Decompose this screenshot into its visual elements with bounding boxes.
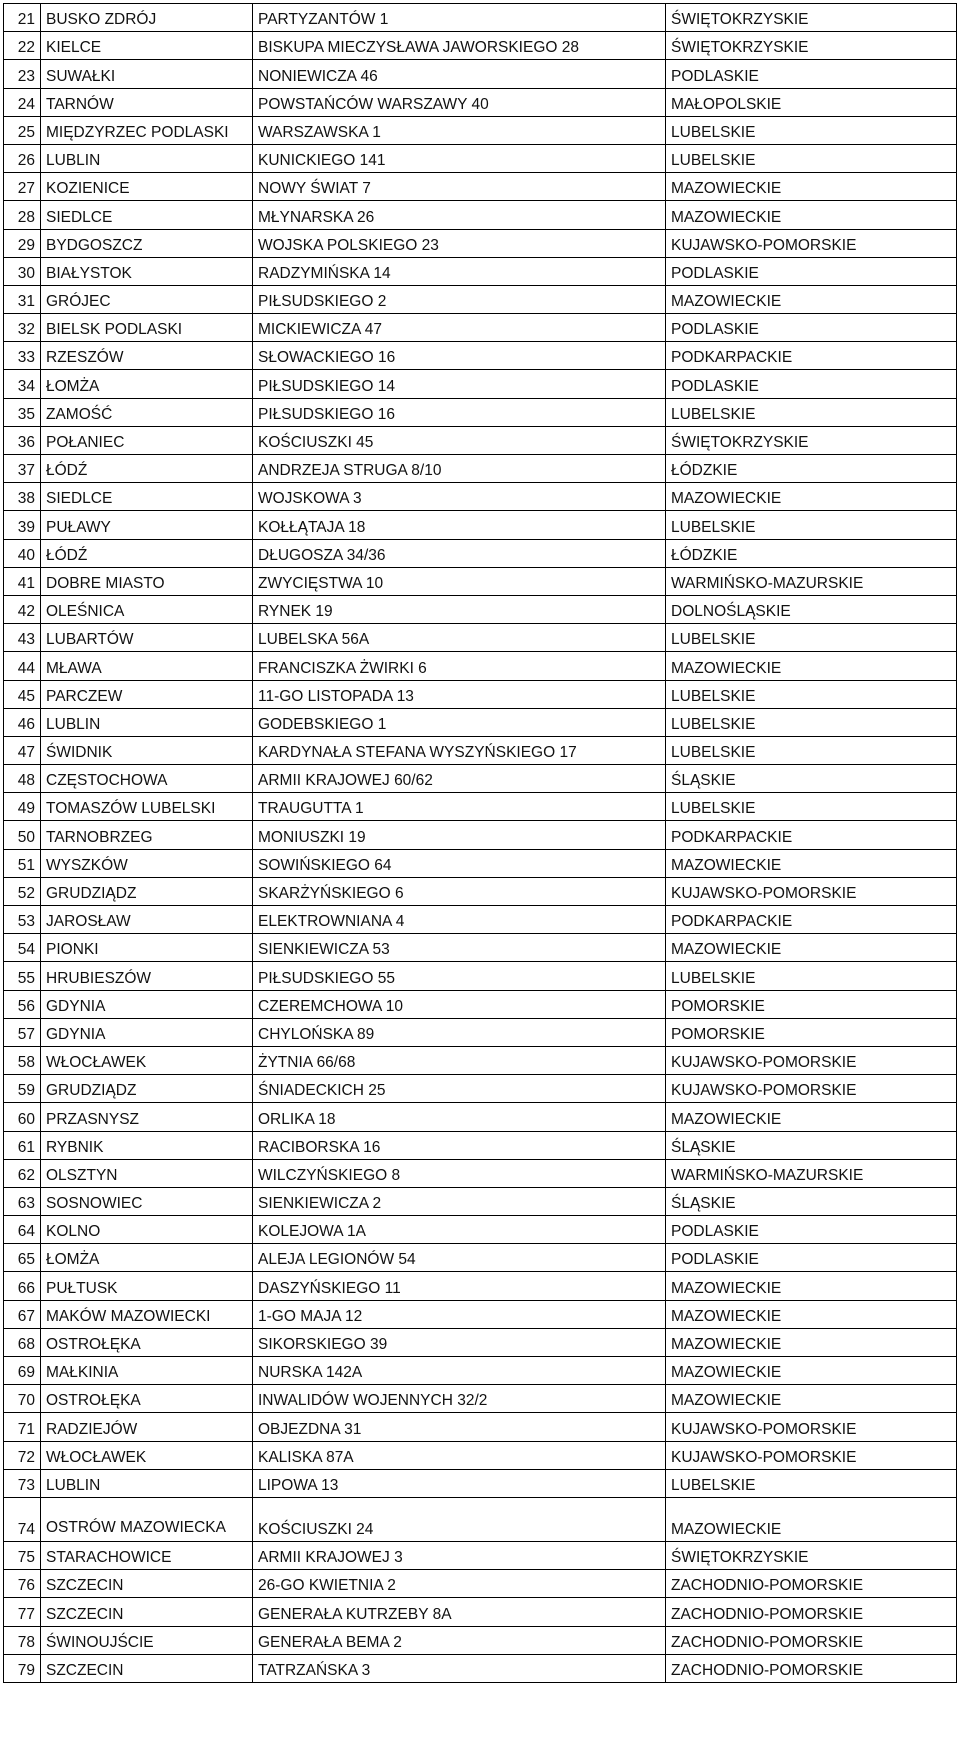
city-cell: KOLNO	[41, 1216, 253, 1244]
table-row	[4, 877, 957, 905]
city-cell: SIEDLCE	[41, 483, 253, 511]
row-number-cell: 55	[4, 962, 41, 990]
row-number-cell: 42	[4, 595, 41, 623]
region-cell: ZACHODNIO-POMORSKIE	[666, 1654, 957, 1682]
city-cell: ŁOMŻA	[41, 370, 253, 398]
row-number-cell: 67	[4, 1300, 41, 1328]
city-cell: STARACHOWICE	[41, 1541, 253, 1569]
street-cell: SŁOWACKIEGO 16	[253, 342, 666, 370]
row-number-cell: 37	[4, 455, 41, 483]
city-cell: OLSZTYN	[41, 1159, 253, 1187]
region-cell: ŚLĄSKIE	[666, 1187, 957, 1215]
region-cell: PODLASKIE	[666, 314, 957, 342]
row-number-cell: 38	[4, 483, 41, 511]
region-cell: MAŁOPOLSKIE	[666, 88, 957, 116]
city-cell: ŚWINOUJŚCIE	[41, 1626, 253, 1654]
region-cell: ŚLĄSKIE	[666, 765, 957, 793]
row-number-cell: 76	[4, 1570, 41, 1598]
region-cell: LUBELSKIE	[666, 398, 957, 426]
city-cell: DOBRE MIASTO	[41, 567, 253, 595]
table-row	[4, 1300, 957, 1328]
region-cell: MAZOWIECKIE	[666, 1300, 957, 1328]
region-cell: PODKARPACKIE	[666, 906, 957, 934]
table-row	[4, 1272, 957, 1300]
table-row	[4, 765, 957, 793]
region-cell: KUJAWSKO-POMORSKIE	[666, 1046, 957, 1074]
region-cell: MAZOWIECKIE	[666, 173, 957, 201]
street-cell: RACIBORSKA 16	[253, 1131, 666, 1159]
table-row	[4, 511, 957, 539]
region-cell: MAZOWIECKIE	[666, 1497, 957, 1541]
city-cell: KIELCE	[41, 32, 253, 60]
street-cell: RADZYMIŃSKA 14	[253, 257, 666, 285]
street-cell: DŁUGOSZA 34/36	[253, 539, 666, 567]
row-number-cell: 43	[4, 624, 41, 652]
row-number-cell: 58	[4, 1046, 41, 1074]
city-cell: GDYNIA	[41, 990, 253, 1018]
row-number-cell: 27	[4, 173, 41, 201]
city-cell: PUŁAWY	[41, 511, 253, 539]
row-number-cell: 63	[4, 1187, 41, 1215]
table-row	[4, 1103, 957, 1131]
city-cell: SUWAŁKI	[41, 60, 253, 88]
city-cell: MŁAWA	[41, 652, 253, 680]
row-number-cell: 46	[4, 708, 41, 736]
city-cell: SZCZECIN	[41, 1654, 253, 1682]
table-row	[4, 1075, 957, 1103]
table-row	[4, 1018, 957, 1046]
city-cell: ZAMOŚĆ	[41, 398, 253, 426]
table-row	[4, 483, 957, 511]
street-cell: CHYLOŃSKA 89	[253, 1018, 666, 1046]
row-number-cell: 32	[4, 314, 41, 342]
row-number-cell: 68	[4, 1328, 41, 1356]
city-cell: PARCZEW	[41, 680, 253, 708]
street-cell: KOŚCIUSZKI 45	[253, 426, 666, 454]
table-row	[4, 1441, 957, 1469]
city-cell: RYBNIK	[41, 1131, 253, 1159]
table-row	[4, 1357, 957, 1385]
table-row	[4, 539, 957, 567]
city-cell: ŁÓDŹ	[41, 539, 253, 567]
row-number-cell: 36	[4, 426, 41, 454]
city-cell: LUBLIN	[41, 144, 253, 172]
street-cell: 11-GO LISTOPADA 13	[253, 680, 666, 708]
street-cell: NURSKA 142A	[253, 1357, 666, 1385]
address-table-body	[4, 4, 957, 1683]
city-cell: ŁOMŻA	[41, 1244, 253, 1272]
region-cell: MAZOWIECKIE	[666, 1357, 957, 1385]
street-cell: TATRZAŃSKA 3	[253, 1654, 666, 1682]
region-cell: POMORSKIE	[666, 1018, 957, 1046]
region-cell: PODLASKIE	[666, 370, 957, 398]
table-row	[4, 398, 957, 426]
table-row	[4, 962, 957, 990]
table-row	[4, 455, 957, 483]
city-cell: OSTROŁĘKA	[41, 1385, 253, 1413]
table-row	[4, 1328, 957, 1356]
row-number-cell: 40	[4, 539, 41, 567]
street-cell: WARSZAWSKA 1	[253, 116, 666, 144]
table-row	[4, 595, 957, 623]
city-cell: WŁOCŁAWEK	[41, 1441, 253, 1469]
street-cell: DASZYŃSKIEGO 11	[253, 1272, 666, 1300]
region-cell: MAZOWIECKIE	[666, 1385, 957, 1413]
region-cell: ŚLĄSKIE	[666, 1131, 957, 1159]
table-row	[4, 1469, 957, 1497]
city-cell: RADZIEJÓW	[41, 1413, 253, 1441]
region-cell: LUBELSKIE	[666, 1469, 957, 1497]
region-cell: PODKARPACKIE	[666, 821, 957, 849]
table-row	[4, 1497, 957, 1541]
row-number-cell: 22	[4, 32, 41, 60]
table-row	[4, 88, 957, 116]
city-cell: PIONKI	[41, 934, 253, 962]
table-row	[4, 116, 957, 144]
region-cell: MAZOWIECKIE	[666, 1272, 957, 1300]
city-cell: OSTROŁĘKA	[41, 1328, 253, 1356]
city-cell: ŁÓDŹ	[41, 455, 253, 483]
row-number-cell: 25	[4, 116, 41, 144]
street-cell: 26-GO KWIETNIA 2	[253, 1570, 666, 1598]
region-cell: LUBELSKIE	[666, 793, 957, 821]
row-number-cell: 44	[4, 652, 41, 680]
city-cell: SOSNOWIEC	[41, 1187, 253, 1215]
street-cell: WOJSKOWA 3	[253, 483, 666, 511]
row-number-cell: 53	[4, 906, 41, 934]
city-cell: WŁOCŁAWEK	[41, 1046, 253, 1074]
row-number-cell: 75	[4, 1541, 41, 1569]
row-number-cell: 34	[4, 370, 41, 398]
row-number-cell: 57	[4, 1018, 41, 1046]
region-cell: LUBELSKIE	[666, 624, 957, 652]
street-cell: ŻYTNIA 66/68	[253, 1046, 666, 1074]
street-cell: LIPOWA 13	[253, 1469, 666, 1497]
table-row	[4, 1216, 957, 1244]
street-cell: RYNEK 19	[253, 595, 666, 623]
table-row	[4, 906, 957, 934]
row-number-cell: 52	[4, 877, 41, 905]
street-cell: GENERAŁA KUTRZEBY 8A	[253, 1598, 666, 1626]
row-number-cell: 39	[4, 511, 41, 539]
region-cell: WARMIŃSKO-MAZURSKIE	[666, 567, 957, 595]
table-row	[4, 736, 957, 764]
table-row	[4, 370, 957, 398]
row-number-cell: 59	[4, 1075, 41, 1103]
region-cell: KUJAWSKO-POMORSKIE	[666, 229, 957, 257]
city-cell: LUBARTÓW	[41, 624, 253, 652]
street-cell: PIŁSUDSKIEGO 14	[253, 370, 666, 398]
region-cell: LUBELSKIE	[666, 144, 957, 172]
city-cell: LUBLIN	[41, 708, 253, 736]
row-number-cell: 49	[4, 793, 41, 821]
city-cell: BIELSK PODLASKI	[41, 314, 253, 342]
row-number-cell: 26	[4, 144, 41, 172]
street-cell: PIŁSUDSKIEGO 2	[253, 285, 666, 313]
table-row	[4, 426, 957, 454]
street-cell: KUNICKIEGO 141	[253, 144, 666, 172]
table-row	[4, 680, 957, 708]
row-number-cell: 70	[4, 1385, 41, 1413]
region-cell: POMORSKIE	[666, 990, 957, 1018]
region-cell: ZACHODNIO-POMORSKIE	[666, 1570, 957, 1598]
row-number-cell: 47	[4, 736, 41, 764]
street-cell: MONIUSZKI 19	[253, 821, 666, 849]
table-row	[4, 4, 957, 32]
region-cell: MAZOWIECKIE	[666, 285, 957, 313]
street-cell: 1-GO MAJA 12	[253, 1300, 666, 1328]
city-cell: JAROSŁAW	[41, 906, 253, 934]
region-cell: KUJAWSKO-POMORSKIE	[666, 1413, 957, 1441]
region-cell: DOLNOŚLĄSKIE	[666, 595, 957, 623]
table-row	[4, 652, 957, 680]
table-row	[4, 1159, 957, 1187]
region-cell: KUJAWSKO-POMORSKIE	[666, 877, 957, 905]
street-cell: GODEBSKIEGO 1	[253, 708, 666, 736]
row-number-cell: 60	[4, 1103, 41, 1131]
table-row	[4, 1244, 957, 1272]
row-number-cell: 61	[4, 1131, 41, 1159]
table-row	[4, 708, 957, 736]
region-cell: PODLASKIE	[666, 60, 957, 88]
region-cell: MAZOWIECKIE	[666, 201, 957, 229]
region-cell: ZACHODNIO-POMORSKIE	[666, 1626, 957, 1654]
region-cell: MAZOWIECKIE	[666, 849, 957, 877]
region-cell: PODKARPACKIE	[666, 342, 957, 370]
table-row	[4, 32, 957, 60]
table-row	[4, 285, 957, 313]
street-cell: SOWIŃSKIEGO 64	[253, 849, 666, 877]
row-number-cell: 50	[4, 821, 41, 849]
row-number-cell: 33	[4, 342, 41, 370]
region-cell: PODLASKIE	[666, 1216, 957, 1244]
row-number-cell: 51	[4, 849, 41, 877]
table-row	[4, 1654, 957, 1682]
row-number-cell: 62	[4, 1159, 41, 1187]
city-cell: PRZASNYSZ	[41, 1103, 253, 1131]
city-cell: TOMASZÓW LUBELSKI	[41, 793, 253, 821]
row-number-cell: 31	[4, 285, 41, 313]
region-cell: LUBELSKIE	[666, 511, 957, 539]
region-cell: LUBELSKIE	[666, 736, 957, 764]
region-cell: MAZOWIECKIE	[666, 483, 957, 511]
city-cell: RZESZÓW	[41, 342, 253, 370]
row-number-cell: 45	[4, 680, 41, 708]
street-cell: KALISKA 87A	[253, 1441, 666, 1469]
row-number-cell: 79	[4, 1654, 41, 1682]
street-cell: TRAUGUTTA 1	[253, 793, 666, 821]
city-cell: MAKÓW MAZOWIECKI	[41, 1300, 253, 1328]
row-number-cell: 48	[4, 765, 41, 793]
street-cell: GENERAŁA BEMA 2	[253, 1626, 666, 1654]
street-cell: CZEREMCHOWA 10	[253, 990, 666, 1018]
row-number-cell: 77	[4, 1598, 41, 1626]
city-cell: GRUDZIĄDZ	[41, 877, 253, 905]
street-cell: KOŚCIUSZKI 24	[253, 1497, 666, 1541]
row-number-cell: 74	[4, 1497, 41, 1541]
street-cell: SIENKIEWICZA 2	[253, 1187, 666, 1215]
street-cell: OBJEZDNA 31	[253, 1413, 666, 1441]
street-cell: BISKUPA MIECZYSŁAWA JAWORSKIEGO 28	[253, 32, 666, 60]
street-cell: WOJSKA POLSKIEGO 23	[253, 229, 666, 257]
street-cell: LUBELSKA 56A	[253, 624, 666, 652]
city-cell: OLEŚNICA	[41, 595, 253, 623]
region-cell: PODLASKIE	[666, 257, 957, 285]
city-cell: HRUBIESZÓW	[41, 962, 253, 990]
city-cell: KOZIENICE	[41, 173, 253, 201]
table-row	[4, 1187, 957, 1215]
table-row	[4, 567, 957, 595]
region-cell: ZACHODNIO-POMORSKIE	[666, 1598, 957, 1626]
table-row	[4, 144, 957, 172]
region-cell: ŁÓDZKIE	[666, 455, 957, 483]
street-cell: ELEKTROWNIANA 4	[253, 906, 666, 934]
street-cell: NONIEWICZA 46	[253, 60, 666, 88]
city-cell: CZĘSTOCHOWA	[41, 765, 253, 793]
table-row	[4, 624, 957, 652]
street-cell: KARDYNAŁA STEFANA WYSZYŃSKIEGO 17	[253, 736, 666, 764]
table-row	[4, 1413, 957, 1441]
city-cell: GRÓJEC	[41, 285, 253, 313]
street-cell: NOWY ŚWIAT 7	[253, 173, 666, 201]
street-cell: MICKIEWICZA 47	[253, 314, 666, 342]
city-cell: MIĘDZYRZEC PODLASKI	[41, 116, 253, 144]
region-cell: MAZOWIECKIE	[666, 652, 957, 680]
city-cell: PUŁTUSK	[41, 1272, 253, 1300]
table-row	[4, 173, 957, 201]
street-cell: FRANCISZKA ŻWIRKI 6	[253, 652, 666, 680]
table-row	[4, 1046, 957, 1074]
region-cell: LUBELSKIE	[666, 708, 957, 736]
region-cell: ŚWIĘTOKRZYSKIE	[666, 4, 957, 32]
row-number-cell: 35	[4, 398, 41, 426]
row-number-cell: 56	[4, 990, 41, 1018]
table-row	[4, 1385, 957, 1413]
row-number-cell: 54	[4, 934, 41, 962]
row-number-cell: 71	[4, 1413, 41, 1441]
table-row	[4, 60, 957, 88]
row-number-cell: 73	[4, 1469, 41, 1497]
table-row	[4, 1541, 957, 1569]
row-number-cell: 23	[4, 60, 41, 88]
region-cell: PODLASKIE	[666, 1244, 957, 1272]
region-cell: LUBELSKIE	[666, 962, 957, 990]
street-cell: INWALIDÓW WOJENNYCH 32/2	[253, 1385, 666, 1413]
row-number-cell: 66	[4, 1272, 41, 1300]
table-row	[4, 821, 957, 849]
street-cell: KOLEJOWA 1A	[253, 1216, 666, 1244]
street-cell: POWSTAŃCÓW WARSZAWY 40	[253, 88, 666, 116]
street-cell: ORLIKA 18	[253, 1103, 666, 1131]
table-row	[4, 1570, 957, 1598]
row-number-cell: 41	[4, 567, 41, 595]
city-cell: WYSZKÓW	[41, 849, 253, 877]
street-cell: WILCZYŃSKIEGO 8	[253, 1159, 666, 1187]
city-cell: LUBLIN	[41, 1469, 253, 1497]
row-number-cell: 72	[4, 1441, 41, 1469]
region-cell: ŚWIĘTOKRZYSKIE	[666, 426, 957, 454]
table-row	[4, 1626, 957, 1654]
street-cell: MŁYNARSKA 26	[253, 201, 666, 229]
street-cell: ARMII KRAJOWEJ 3	[253, 1541, 666, 1569]
street-cell: PIŁSUDSKIEGO 55	[253, 962, 666, 990]
city-cell: TARNOBRZEG	[41, 821, 253, 849]
region-cell: KUJAWSKO-POMORSKIE	[666, 1075, 957, 1103]
region-cell: LUBELSKIE	[666, 116, 957, 144]
region-cell: MAZOWIECKIE	[666, 1103, 957, 1131]
row-number-cell: 69	[4, 1357, 41, 1385]
table-row	[4, 342, 957, 370]
street-cell: SIKORSKIEGO 39	[253, 1328, 666, 1356]
table-row	[4, 201, 957, 229]
street-cell: ANDRZEJA STRUGA 8/10	[253, 455, 666, 483]
region-cell: ŁÓDZKIE	[666, 539, 957, 567]
row-number-cell: 29	[4, 229, 41, 257]
region-cell: LUBELSKIE	[666, 680, 957, 708]
region-cell: KUJAWSKO-POMORSKIE	[666, 1441, 957, 1469]
street-cell: SKARŻYŃSKIEGO 6	[253, 877, 666, 905]
table-row	[4, 849, 957, 877]
region-cell: MAZOWIECKIE	[666, 1328, 957, 1356]
table-row	[4, 257, 957, 285]
table-row	[4, 934, 957, 962]
row-number-cell: 78	[4, 1626, 41, 1654]
table-row	[4, 1598, 957, 1626]
city-cell: TARNÓW	[41, 88, 253, 116]
city-cell: SZCZECIN	[41, 1598, 253, 1626]
row-number-cell: 30	[4, 257, 41, 285]
city-cell: BUSKO ZDRÓJ	[41, 4, 253, 32]
city-cell: GDYNIA	[41, 1018, 253, 1046]
street-cell: ALEJA LEGIONÓW 54	[253, 1244, 666, 1272]
street-cell: SIENKIEWICZA 53	[253, 934, 666, 962]
city-cell: SIEDLCE	[41, 201, 253, 229]
city-cell: ŚWIDNIK	[41, 736, 253, 764]
row-number-cell: 64	[4, 1216, 41, 1244]
street-cell: PIŁSUDSKIEGO 16	[253, 398, 666, 426]
street-cell: ŚNIADECKICH 25	[253, 1075, 666, 1103]
table-row	[4, 793, 957, 821]
street-cell: KOŁŁĄTAJA 18	[253, 511, 666, 539]
table-row	[4, 314, 957, 342]
city-cell: SZCZECIN	[41, 1570, 253, 1598]
street-cell: ZWYCIĘSTWA 10	[253, 567, 666, 595]
row-number-cell: 24	[4, 88, 41, 116]
row-number-cell: 65	[4, 1244, 41, 1272]
region-cell: MAZOWIECKIE	[666, 934, 957, 962]
city-cell: MAŁKINIA	[41, 1357, 253, 1385]
street-cell: ARMII KRAJOWEJ 60/62	[253, 765, 666, 793]
street-cell: PARTYZANTÓW 1	[253, 4, 666, 32]
row-number-cell: 21	[4, 4, 41, 32]
address-table	[3, 3, 957, 1683]
city-cell: BIAŁYSTOK	[41, 257, 253, 285]
city-cell: OSTRÓW MAZOWIECKA	[41, 1497, 253, 1541]
table-row	[4, 1131, 957, 1159]
table-row	[4, 990, 957, 1018]
region-cell: ŚWIĘTOKRZYSKIE	[666, 32, 957, 60]
region-cell: WARMIŃSKO-MAZURSKIE	[666, 1159, 957, 1187]
city-cell: GRUDZIĄDZ	[41, 1075, 253, 1103]
city-cell: BYDGOSZCZ	[41, 229, 253, 257]
city-cell: POŁANIEC	[41, 426, 253, 454]
table-row	[4, 229, 957, 257]
row-number-cell: 28	[4, 201, 41, 229]
region-cell: ŚWIĘTOKRZYSKIE	[666, 1541, 957, 1569]
